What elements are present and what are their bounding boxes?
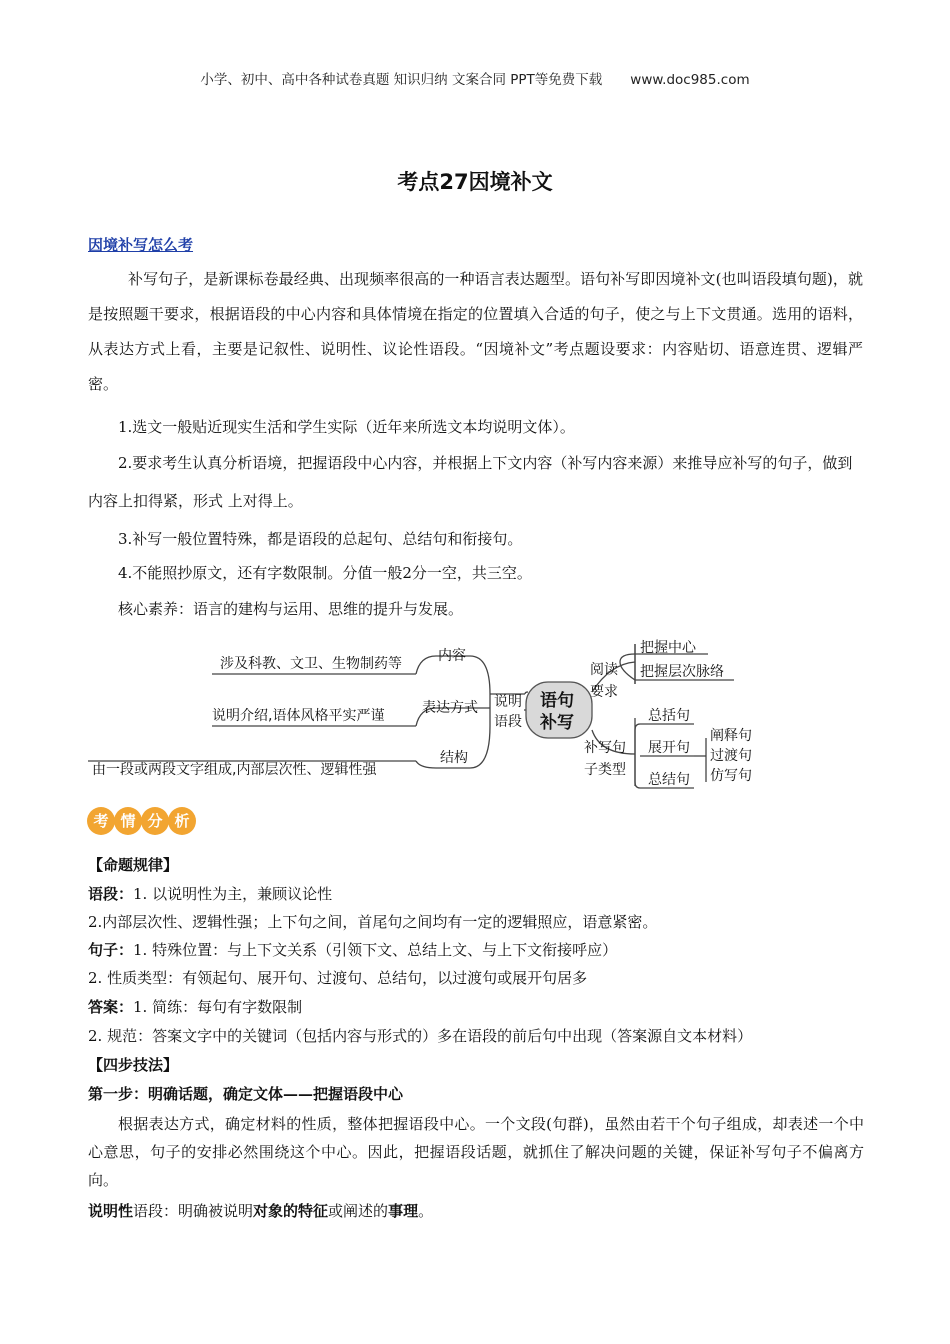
diagram-hub-1: 说明: [494, 694, 522, 710]
header-site[interactable]: www.doc985.com: [630, 72, 750, 88]
text-shuoming-1: 语段：明确被说明: [133, 1202, 254, 1220]
diagram-type-a: 总括句: [648, 708, 690, 724]
diagram-read-b: 把握层次脉络: [640, 664, 724, 680]
item-1: 1.选文一般贴近现实生活和学生实际（近年来所选文本均说明文体）。: [118, 418, 575, 436]
rule-daan-1: [88, 993, 868, 1021]
diagram-type-c: 总结句: [648, 772, 690, 788]
step-1-heading: 第一步：明确话题，确定文体——把握语段中心: [88, 1085, 404, 1103]
diagram-sub-c: 仿写句: [710, 768, 752, 784]
heading-four-steps: 【四步技法】: [88, 1056, 179, 1074]
item-3: 3.补写一般位置特殊，都是语段的总起句、总结句和衔接句。: [118, 530, 523, 548]
diagram-center-1: 语句: [540, 691, 574, 711]
rule-daan-2: 2. 规范：答案文字中的关键词（包括内容与形式的）多在语段的前后句中出现（答案源自文本材料）: [88, 1027, 753, 1045]
rule-yuduan-1: [88, 880, 868, 908]
text-shuoming-3: 或阐述的: [328, 1202, 389, 1220]
diagram-type-1: 补写句: [584, 740, 626, 756]
explanatory-note: [88, 1197, 868, 1225]
item-2: 2.要求考生认真分析语境，把握语段中心内容，并根据上下文内容（补写内容来源）来推导应补写的句子，做到内容上扣得紧，形式 上对得上。: [88, 454, 853, 510]
rule-juzi-1: [88, 936, 868, 964]
item-4: 4.不能照抄原文，还有字数限制。分值一般2分一空，共三空。: [118, 564, 532, 582]
badge-char-4: 析: [174, 812, 190, 830]
badge-char-2: 情: [120, 812, 136, 830]
diagram-read-1: 阅读: [590, 662, 618, 678]
page-header: [0, 68, 950, 88]
rule-juzi-2: 2. 性质类型：有领起句、展开句、过渡句、总结句，以过渡句或展开句居多: [88, 969, 588, 987]
diagram-mid-3: 结构: [440, 750, 468, 766]
diagram-hub-2: 语段: [494, 714, 522, 730]
label-shuoming: 说明性: [88, 1202, 134, 1220]
diagram-mid-2: 表达方式: [422, 700, 478, 716]
label-juzi: 句子：: [88, 941, 134, 959]
page-title: 考点27因境补文: [397, 170, 553, 194]
section-link[interactable]: 因境补写怎么考: [88, 236, 194, 254]
exam-analysis-badge: [86, 804, 200, 838]
text-daan-1: 1. 简练：每句有字数限制: [133, 998, 303, 1016]
diagram-left-3: 由一段或两段文字组成,内部层次性、逻辑性强: [92, 762, 377, 778]
diagram-sub-a: 阐释句: [710, 728, 752, 744]
step-1-paragraph: 根据表达方式，确定材料的性质，整体把握语段中心。一个文段(句群)，虽然由若干个句子组成，却表述一个中心意思，句子的安排必然围绕这个中心。因此，把握语段话题，就抓住了解决问题的关键，保证补写句子不偏离方向。: [88, 1115, 864, 1189]
diagram-type-2: 子类型: [584, 762, 626, 778]
mind-map-diagram: [80, 634, 770, 794]
text-shuoming-4: 事理: [388, 1202, 419, 1220]
diagram-center-2: 补写: [540, 713, 574, 733]
header-text: 小学、初中、高中各种试卷真题 知识归纳 文案合同 PPT等免费下载: [200, 72, 603, 88]
diagram-left-1: 涉及科教、文卫、生物制药等: [220, 656, 402, 672]
diagram-sub-b: 过渡句: [710, 748, 752, 764]
diagram-left-2: 说明介绍,语体风格平实严谨: [212, 708, 385, 724]
rule-yuduan-2: 2.内部层次性、逻辑性强；上下句之间，首尾句之间均有一定的逻辑照应，语意紧密。: [88, 913, 658, 931]
heading-rules: 【命题规律】: [88, 856, 179, 874]
text-yuduan-1: 1. 以说明性为主，兼顾议论性: [133, 885, 333, 903]
diagram-read-a: 把握中心: [640, 640, 696, 656]
diagram-read-2: 要求: [590, 684, 618, 700]
badge-char-1: 考: [93, 812, 109, 830]
badge-char-3: 分: [147, 812, 163, 830]
text-juzi-1: 1. 特殊位置：与上下文关系（引领下文、总结上文、与上下文衔接呼应）: [133, 941, 618, 959]
label-daan: 答案：: [88, 998, 134, 1016]
text-shuoming-5: 。: [418, 1202, 434, 1220]
diagram-mid-1: 内容: [438, 648, 466, 664]
item-5: 核心素养：语言的建构与运用、思维的提升与发展。: [118, 600, 464, 618]
text-shuoming-2: 对象的特征: [253, 1202, 329, 1220]
label-yuduan: 语段：: [88, 885, 134, 903]
intro-paragraph: 补写句子，是新课标卷最经典、出现频率很高的一种语言表达题型。语句补写即因境补文(也叫语段填句题)，就是按照题干要求，根据语段的中心内容和具体情境在指定的位置填入合适的句子，使之与上下文贯通。选用的语料，从表达方式上看，主要是记叙性、说明性、议论性语段。“因境补文”考点题设要求：内容贴切、语意连贯、逻辑严密。: [88, 270, 863, 393]
diagram-type-b: 展开句: [648, 740, 690, 756]
